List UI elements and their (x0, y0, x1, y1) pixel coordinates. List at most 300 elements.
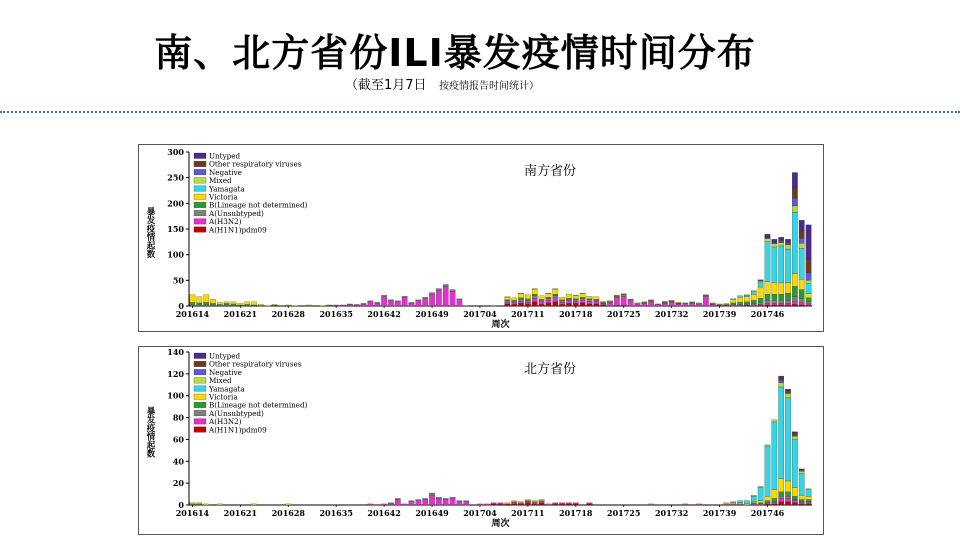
bar-segment (361, 303, 366, 304)
bar-segment (388, 503, 393, 504)
bar-segment (546, 303, 551, 306)
bar-segment (566, 298, 571, 299)
bar-segment (416, 500, 421, 501)
bar-segment (525, 304, 530, 306)
bar-segment (573, 295, 578, 296)
bar-segment (799, 303, 804, 305)
bar-segment (765, 282, 770, 294)
bar-segment (258, 304, 263, 305)
bar-segment (477, 504, 482, 505)
bar-segment (395, 302, 400, 306)
bar-segment (669, 300, 674, 301)
bar-segment (792, 500, 797, 501)
bar-segment (731, 303, 736, 305)
bar-segment (744, 501, 749, 504)
bar-segment (416, 301, 421, 306)
bar-segment (423, 297, 428, 299)
bar-segment (779, 383, 784, 387)
bar-segment (765, 445, 770, 446)
bar-segment (662, 301, 667, 302)
bar-segment (772, 242, 777, 243)
bar-segment (799, 305, 804, 306)
y-tick-label: 300 (167, 147, 184, 157)
bar-segment (731, 504, 736, 505)
bar-segment (683, 504, 688, 505)
bar-segment (559, 304, 564, 306)
x-tick-label: 201746 (750, 309, 785, 319)
bar-segment (744, 297, 749, 302)
bar-segment (518, 504, 523, 505)
bar-segment (251, 302, 256, 305)
y-tick-label: 150 (167, 224, 184, 234)
x-tick-label: 201732 (654, 508, 689, 518)
bar-segment (792, 173, 797, 188)
bar-segment (566, 299, 571, 301)
y-tick-label: 40 (172, 456, 184, 467)
bar-segment (779, 300, 784, 303)
bar-segment (457, 501, 462, 502)
x-tick-label: 201711 (511, 508, 545, 518)
bar-segment (436, 498, 441, 505)
legend-label: A(H3N2) (209, 417, 242, 427)
bar-segment (731, 503, 736, 504)
bar-segment (190, 302, 195, 305)
bar-segment (505, 297, 510, 298)
bar-segment (409, 302, 414, 303)
bar-segment (792, 488, 797, 497)
bar-segment (546, 504, 551, 505)
bar-segment (696, 504, 701, 505)
bar-segment (443, 500, 448, 505)
bar-segment (573, 303, 578, 306)
bar-segment (758, 281, 763, 283)
bar-segment (381, 504, 386, 505)
bar-segment (512, 504, 517, 505)
legend-label: A(H1N1)pdm09 (209, 225, 267, 235)
bar-segment (539, 500, 544, 501)
bar-segment (696, 303, 701, 304)
bar-segment (484, 504, 489, 505)
bar-segment (772, 239, 777, 242)
bar-segment (553, 289, 558, 290)
legend-swatch (194, 361, 206, 367)
bar-segment (779, 498, 784, 501)
x-tick-label: 201649 (415, 309, 449, 319)
bar-segment (806, 500, 811, 502)
bar-segment (772, 490, 777, 499)
bar-segment (799, 249, 804, 280)
bar-segment (532, 294, 537, 296)
bar-segment (491, 305, 496, 306)
legend-swatch (194, 353, 206, 359)
bar-segment (628, 299, 633, 300)
bar-segment (799, 502, 804, 503)
legend-swatch (194, 378, 206, 384)
bar-segment (772, 294, 777, 300)
bar-segment (751, 504, 756, 505)
legend-label: Negative (209, 367, 242, 377)
bar-segment (553, 294, 558, 296)
bar-segment (792, 503, 797, 505)
bar-segment (779, 479, 784, 492)
bar-segment (806, 280, 811, 283)
x-tick-label: 201642 (367, 309, 401, 319)
bar-segment (587, 504, 592, 505)
x-axis-label: 周次 (491, 320, 510, 330)
bar-segment (751, 292, 756, 295)
bar-segment (573, 299, 578, 300)
bar-segment (231, 302, 236, 304)
bar-segment (518, 303, 523, 306)
legend-swatch (194, 153, 206, 159)
bar-segment (772, 300, 777, 303)
bar-segment (498, 503, 503, 504)
bar-segment (416, 300, 421, 301)
bar-segment (799, 238, 804, 243)
bar-segment (340, 305, 345, 306)
bar-segment (799, 504, 804, 505)
bar-segment (368, 301, 373, 302)
bar-segment (505, 297, 510, 300)
bar-segment (758, 283, 763, 287)
bar-segment (751, 495, 756, 496)
bar-segment (594, 304, 599, 306)
bar-segment (765, 239, 770, 242)
bar-segment (731, 502, 736, 503)
bar-segment (758, 501, 763, 503)
bar-segment (559, 301, 564, 303)
bar-segment (203, 302, 208, 305)
legend-label: B(Lineage not determined) (209, 400, 308, 410)
bar-segment (525, 501, 530, 502)
x-axis-label: 周次 (491, 519, 510, 529)
bar-segment (518, 298, 523, 300)
bar-segment (765, 300, 770, 303)
bar-segment (737, 296, 742, 298)
bar-segment (785, 293, 790, 300)
legend-swatch (194, 394, 206, 400)
bar-segment (785, 502, 790, 505)
bar-segment (792, 198, 797, 206)
bar-segment (286, 504, 291, 505)
bar-segment (806, 502, 811, 503)
bar-segment (785, 498, 790, 501)
bar-segment (806, 503, 811, 504)
bar-segment (553, 504, 558, 505)
legend-swatch (194, 186, 206, 192)
bar-segment (635, 304, 640, 306)
bar-segment (457, 502, 462, 505)
bar-segment (450, 498, 455, 505)
legend-swatch (194, 427, 206, 433)
x-tick-label: 201739 (702, 508, 737, 518)
bar-segment (525, 500, 530, 501)
bar-segment (710, 304, 715, 306)
bar-segment (190, 504, 195, 505)
bar-segment (375, 302, 380, 303)
bar-segment (286, 305, 291, 306)
bar-segment (505, 302, 510, 304)
y-tick-label: 100 (167, 249, 184, 260)
bar-segment (539, 503, 544, 505)
bar-segment (491, 503, 496, 504)
bar-segment (792, 436, 797, 439)
bar-segment (792, 439, 797, 487)
bar-segment (388, 301, 393, 306)
legend-swatch (194, 419, 206, 425)
bar-segment (806, 298, 811, 302)
bar-segment (546, 299, 551, 301)
bar-segment (696, 304, 701, 306)
bar-segment (806, 283, 811, 293)
bar-segment (505, 504, 510, 505)
bar-segment (217, 302, 222, 304)
bar-segment (662, 303, 667, 306)
bar-segment (799, 279, 804, 289)
bar-segment (587, 503, 592, 504)
bar-segment (785, 243, 790, 245)
bar-segment (272, 304, 277, 305)
y-tick-label: 200 (167, 198, 184, 209)
bar-segment (703, 295, 708, 296)
bar-segment (779, 237, 784, 240)
bar-segment (744, 302, 749, 304)
bar-segment (772, 303, 777, 305)
bar-segment (806, 490, 811, 497)
y-tick-label: 20 (172, 478, 184, 489)
legend-swatch (194, 210, 206, 216)
bar-segment (799, 299, 804, 303)
bar-segment (792, 212, 797, 274)
bar-segment (785, 239, 790, 242)
bar-segment (190, 295, 195, 303)
bar-segment (737, 501, 742, 503)
legend-label: Yamagata (209, 384, 245, 394)
bar-segment (772, 498, 777, 501)
bar-segment (580, 293, 585, 294)
bar-segment (806, 496, 811, 499)
bar-segment (779, 240, 784, 242)
bar-segment (751, 291, 756, 292)
bar-segment (785, 283, 790, 293)
x-tick-label: 201718 (559, 508, 593, 518)
bar-segment (395, 498, 400, 499)
bar-segment (409, 501, 414, 502)
bar-segment (628, 301, 633, 306)
x-tick-label: 201704 (463, 508, 497, 518)
y-tick-label: 0 (178, 500, 184, 510)
bar-segment (779, 294, 784, 300)
bar-segment (792, 433, 797, 435)
bar-segment (785, 394, 790, 398)
bar-segment (265, 305, 270, 306)
bar-segment (512, 503, 517, 504)
bar-segment (559, 300, 564, 301)
chart-annotation: 南方省份 (524, 164, 577, 179)
bar-segment (402, 296, 407, 298)
bar-segment (751, 294, 756, 300)
bar-segment (737, 504, 742, 505)
bar-segment (546, 300, 551, 303)
bar-segment (731, 300, 736, 303)
legend-swatch (194, 161, 206, 167)
x-tick-label: 201732 (654, 309, 689, 319)
bar-segment (737, 297, 742, 302)
bar-segment (779, 387, 784, 479)
bar-segment (779, 502, 784, 505)
bar-segment (724, 504, 729, 505)
bar-segment (423, 299, 428, 306)
bar-segment (765, 504, 770, 505)
bar-segment (553, 302, 558, 306)
bar-segment (799, 231, 804, 239)
bar-segment (566, 504, 571, 505)
bar-segment (443, 286, 448, 306)
bar-segment (423, 500, 428, 505)
bar-segment (607, 303, 612, 306)
bar-segment (765, 496, 770, 500)
bar-segment (203, 504, 208, 505)
bar-segment (395, 500, 400, 505)
bar-segment (785, 300, 790, 303)
bar-segment (539, 300, 544, 302)
bar-segment (566, 294, 571, 298)
x-tick-label: 201628 (271, 508, 305, 518)
bar-segment (197, 303, 202, 305)
legend-label: Other respiratory viruses (209, 159, 302, 169)
bar-segment (792, 432, 797, 433)
x-tick-label: 201635 (319, 309, 353, 319)
bar-segment (758, 302, 763, 304)
x-tick-label: 201628 (271, 309, 305, 319)
subtitle-date: （截至1月7日 (345, 78, 427, 93)
bar-segment (217, 504, 222, 505)
bar-segment (231, 304, 236, 306)
legend-swatch (194, 402, 206, 408)
bar-segment (532, 501, 537, 502)
bar-segment (690, 303, 695, 306)
legend-label: Untyped (209, 151, 241, 161)
bar-segment (381, 295, 386, 297)
bar-segment (779, 241, 784, 243)
bar-segment (779, 243, 784, 246)
bar-segment (676, 302, 681, 303)
bar-segment (758, 503, 763, 504)
bar-segment (436, 497, 441, 498)
bar-segment (607, 301, 612, 302)
bar-segment (792, 206, 797, 212)
bar-segment (525, 302, 530, 304)
legend-label: Mixed (209, 176, 232, 186)
x-tick-label: 201642 (367, 508, 401, 518)
bar-segment (799, 471, 804, 473)
bar-segment (217, 304, 222, 305)
bar-segment (792, 496, 797, 499)
legend-swatch (194, 202, 206, 208)
bar-segment (525, 295, 530, 299)
bar-segment (224, 303, 229, 305)
bar-segment (751, 303, 756, 305)
bar-segment (779, 305, 784, 306)
bar-segment (594, 299, 599, 300)
x-tick-label: 201621 (223, 309, 258, 319)
bar-segment (224, 302, 229, 304)
bar-segment (792, 501, 797, 503)
bar-segment (751, 496, 756, 501)
bar-segment (806, 294, 811, 298)
bar-segment (245, 304, 250, 305)
bar-segment (512, 303, 517, 305)
bar-segment (751, 305, 756, 306)
bar-segment (683, 303, 688, 304)
bar-segment (601, 303, 606, 305)
bar-segment (546, 294, 551, 298)
bar-segment (518, 502, 523, 503)
bar-segment (806, 304, 811, 306)
y-axis-label: 暴发疫情起数 (145, 207, 155, 258)
legend-swatch (194, 369, 206, 375)
bar-segment (203, 295, 208, 303)
bar-segment (539, 502, 544, 503)
slide-title: 南、北方省份ILI暴发疫情时间分布 (154, 31, 756, 75)
bar-segment (210, 303, 215, 305)
bar-segment (587, 296, 592, 299)
bar-segment (614, 297, 619, 305)
bar-segment (758, 298, 763, 302)
bar-segment (779, 492, 784, 496)
bar-segment (621, 296, 626, 305)
chart-south (139, 145, 823, 331)
y-tick-label: 80 (172, 412, 184, 423)
legend-label: B(Lineage not determined) (209, 200, 308, 210)
bar-segment (457, 300, 462, 306)
chart-north (139, 347, 823, 534)
bar-segment (765, 238, 770, 239)
bar-segment (512, 301, 517, 303)
bar-segment (785, 389, 790, 390)
bar-segment (785, 390, 790, 392)
bar-segment (765, 501, 770, 503)
bar-segment (772, 243, 777, 244)
bar-segment (443, 284, 448, 286)
bar-segment (518, 299, 523, 301)
bar-segment (402, 298, 407, 306)
bar-segment (737, 302, 742, 304)
y-axis-label: 暴发疫情起数 (145, 406, 155, 458)
bar-segment (648, 302, 653, 306)
bar-segment (669, 302, 674, 306)
bar-segment (334, 305, 339, 306)
bar-segment (197, 503, 202, 504)
bar-segment (518, 294, 523, 298)
bar-segment (436, 291, 441, 306)
bar-segment (744, 295, 749, 297)
dotted-divider (0, 111, 960, 113)
bar-segment (354, 304, 359, 305)
bar-segment (532, 289, 537, 294)
bar-segment (190, 503, 195, 504)
bar-segment (491, 504, 496, 505)
bar-segment (553, 298, 558, 302)
legend-label: Mixed (209, 376, 232, 386)
bar-segment (792, 297, 797, 302)
x-tick-label: 201621 (223, 508, 258, 518)
x-tick-label: 201704 (463, 309, 497, 319)
bar-segment (320, 305, 325, 306)
bar-segment (505, 301, 510, 303)
legend-label: A(Unsubtyped) (209, 408, 264, 418)
legend-swatch (194, 169, 206, 175)
